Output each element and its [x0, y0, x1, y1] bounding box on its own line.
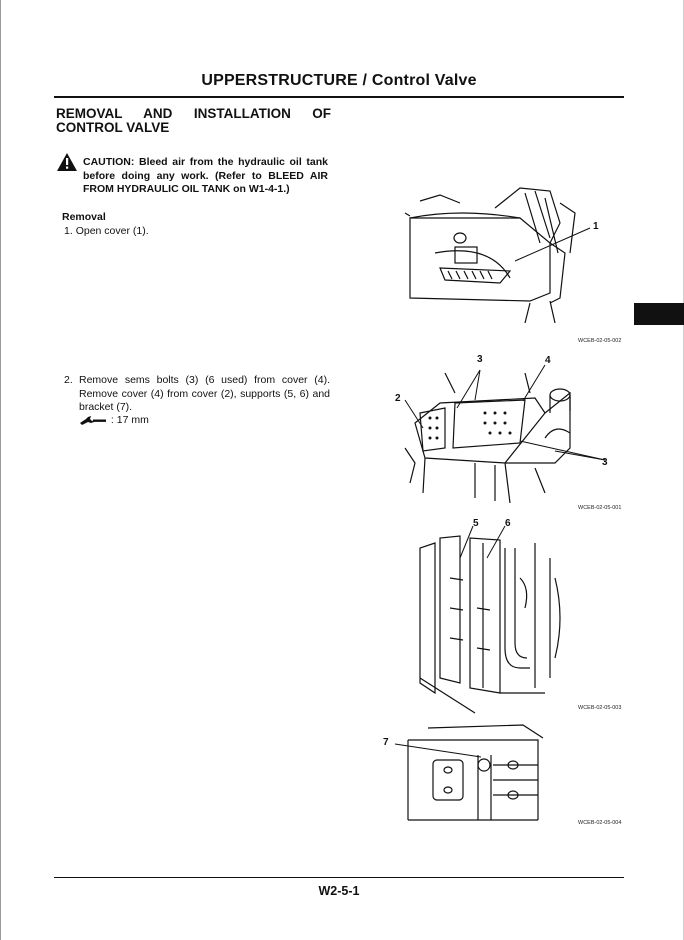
warning-triangle-icon — [56, 152, 78, 172]
callout-label: 2 — [395, 393, 401, 404]
tool-spec — [78, 414, 149, 426]
step-number: 2. — [64, 374, 73, 386]
callout-label: 3 — [602, 457, 608, 468]
figure-code: WCEB-02-05-003 — [578, 705, 622, 711]
callout-label: 5 — [473, 518, 479, 529]
wrench-icon — [78, 414, 108, 426]
callout-label: 1 — [593, 221, 599, 232]
figure-cover-bolts — [395, 353, 630, 511]
figure-3-drawing — [415, 518, 630, 718]
step-text: Open cover (1). — [75, 225, 149, 237]
page-header-title: UPPERSTRUCTURE / Control Valve — [201, 72, 477, 89]
callout-label: 6 — [505, 518, 511, 529]
figure-cover-open — [400, 183, 630, 344]
figure-2-drawing — [395, 353, 630, 503]
page-number: W2-5-1 — [318, 884, 360, 898]
figure-4-drawing — [383, 720, 628, 835]
callout-label: 7 — [383, 737, 389, 748]
section-title: REMOVAL AND INSTALLATION OF CONTROL VALVE — [56, 106, 331, 135]
step-text: Remove sems bolts (3) (6 used) from cover (4). Remove cover (4) from cover (2), supports (5, 6) and bracket (7). — [79, 374, 330, 414]
header-rule — [54, 96, 624, 98]
caution-text: CAUTION: Bleed air from the hydraulic oil tank before doing any work. (Refer to BLEED AIR FROM HYDRAULIC OIL TANK on W1-4-1.) — [83, 156, 328, 196]
removal-heading: Removal — [62, 211, 106, 223]
page-left-edge — [0, 0, 1, 940]
tool-size: : 17 mm — [110, 414, 149, 426]
step-number: 1. — [64, 225, 73, 237]
figure-bracket — [383, 720, 628, 835]
section-tab-marker — [634, 303, 684, 325]
figure-supports — [415, 518, 630, 718]
figure-1-drawing — [400, 183, 630, 338]
figure-code: WCEB-02-05-002 — [578, 338, 622, 344]
callout-label: 3 — [477, 354, 483, 365]
callout-label: 4 — [545, 355, 551, 366]
removal-step-1 — [64, 225, 334, 239]
figure-code: WCEB-02-05-004 — [578, 820, 622, 826]
figure-code: WCEB-02-05-001 — [578, 505, 622, 511]
footer-rule — [54, 877, 624, 878]
